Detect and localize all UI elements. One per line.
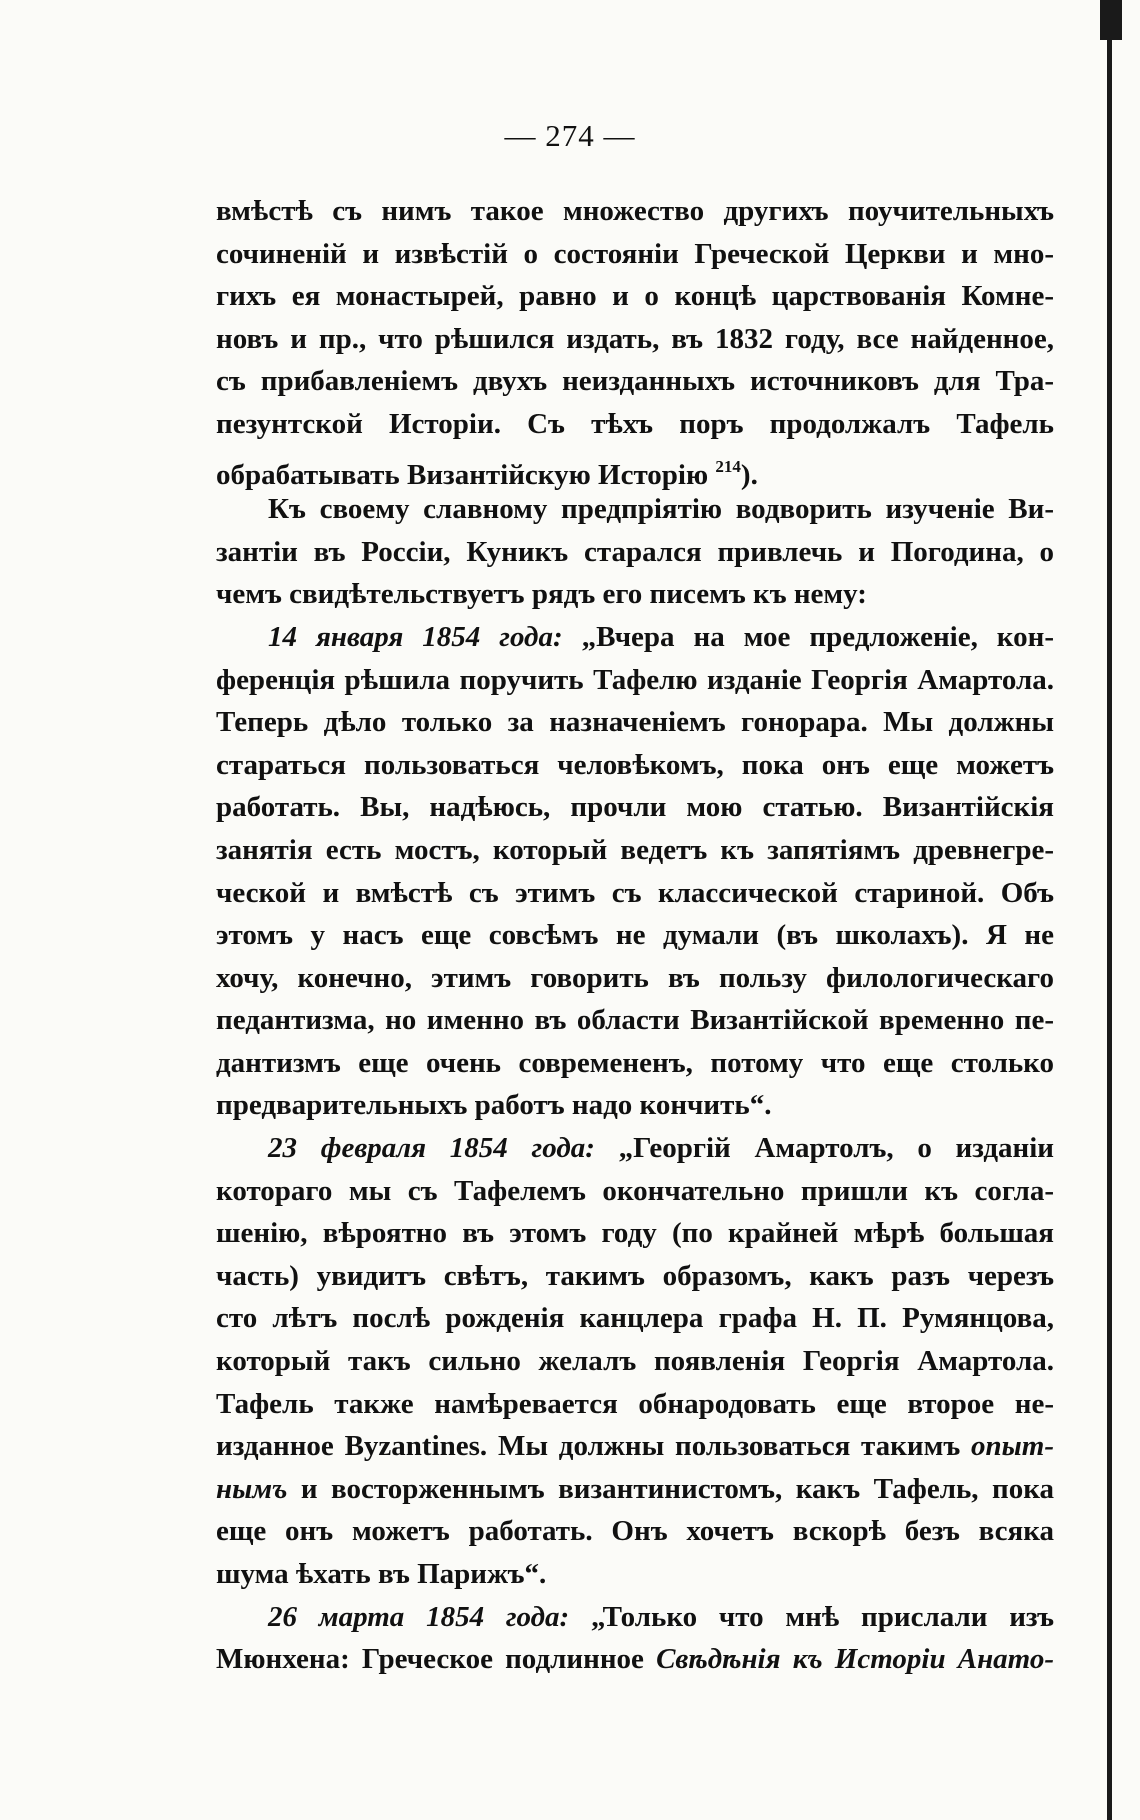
text-segment: изданное Byzantines. Мы должны пользоваться такимъ: [216, 1430, 961, 1463]
page-edge-line: [1107, 0, 1112, 1820]
text-line: [216, 1638, 1054, 1681]
letter-date: 26 марта 1854 года:: [268, 1600, 570, 1633]
text-line: чемъ свидѣтельствуетъ рядъ его писемъ къ нему:: [216, 578, 867, 611]
text-segment: „Георгій Амартолъ, о изданіи: [618, 1132, 1055, 1165]
text-line: гихъ ея монастырей, равно и о концѣ царствованія Комне-: [216, 280, 1054, 313]
text-line: ческой и вмѣстѣ съ этимъ съ классической стариной. Объ: [216, 876, 1054, 909]
italic-text: опыт-: [971, 1430, 1055, 1463]
text-line: часть) увидитъ свѣтъ, такимъ образомъ, какъ разъ черезъ: [216, 1259, 1054, 1292]
text-line: предварительныхъ работъ надо кончить“.: [216, 1089, 772, 1122]
text-line: этомъ у насъ еще совсѣмъ не думали (въ школахъ). Я не: [216, 919, 1054, 952]
italic-text: Свѣдѣнія къ Исторіи Анато-: [656, 1643, 1055, 1676]
text-line: дантизмъ еще очень современенъ, потому что еще столько: [216, 1046, 1054, 1079]
text-segment: „Вчера на мое предложеніе, кон-: [581, 620, 1054, 653]
text-segment: „Только что мнѣ прислали изъ: [590, 1600, 1054, 1633]
text-line: сочиненій и извѣстій о состояніи Греческой Церкви и мно-: [216, 237, 1054, 270]
text-line: пезунтской Исторіи. Съ тѣхъ поръ продолжалъ Тафель: [216, 407, 1054, 440]
footnote-ref: 214: [715, 456, 741, 476]
text-segment: ).: [740, 458, 758, 491]
text-line: Теперь дѣло только за назначеніемъ гонорара. Мы должны: [216, 706, 1054, 739]
text-line: [216, 1468, 1054, 1511]
text-line: который такъ сильно желалъ появленія Георгія Амартола.: [216, 1345, 1054, 1378]
text-line: Тафель также намѣревается обнародовать еще второе не-: [216, 1387, 1054, 1420]
text-line: новъ и пр., что рѣшился издать, въ 1832 году, все найденное,: [216, 322, 1054, 355]
text-line: съ прибавленіемъ двухъ неизданныхъ источниковъ для Тра-: [216, 365, 1054, 398]
body-text: [216, 190, 1054, 1681]
text-line: Къ своему славному предпріятію водворить изученіе Ви-: [268, 493, 1054, 526]
letter-date: 23 февраля 1854 года:: [268, 1132, 595, 1165]
text-line: шума ѣхать въ Парижъ“.: [216, 1558, 547, 1590]
text-line: котораго мы съ Тафелемъ окончательно пришли къ согла-: [216, 1174, 1054, 1207]
text-line: стараться пользоваться человѣкомъ, пока онъ еще можетъ: [216, 748, 1054, 781]
text-line: [216, 1425, 1054, 1468]
text-line: ференція рѣшила поручить Тафелю изданіе Георгія Амартола.: [216, 663, 1054, 696]
text-line: [216, 1596, 1054, 1639]
italic-text: нымъ: [216, 1472, 288, 1505]
letter-date: 14 января 1854 года:: [268, 620, 563, 653]
text-segment: и восторженнымъ византинистомъ, какъ Тафель, пока: [300, 1472, 1055, 1505]
page-number: — 274 —: [504, 118, 636, 153]
text-line: [216, 1127, 1054, 1170]
text-line: еще онъ можетъ работать. Онъ хочетъ вскорѣ безъ всяка: [216, 1515, 1054, 1548]
text-line: хочу, конечно, этимъ говорить въ пользу филологическаго: [216, 961, 1054, 994]
text-line: работать. Вы, надѣюсь, прочли мою статью. Византійскія: [216, 791, 1054, 824]
text-line: вмѣстѣ съ нимъ такое множество другихъ поучительныхъ: [216, 195, 1054, 227]
text-segment: обрабатывать Византійскую Исторію: [216, 458, 709, 491]
text-line: шенію, вѣроятно въ этомъ году (по крайней мѣрѣ большая: [216, 1217, 1054, 1250]
text-line: сто лѣтъ послѣ рожденія канцлера графа Н. П. Румянцова,: [216, 1302, 1054, 1335]
text-line: [216, 446, 1054, 489]
text-line: занятія есть мостъ, который ведетъ къ запятіямъ древнегре-: [216, 833, 1054, 866]
text-line: зантіи въ Россіи, Куникъ старался привлечь и Погодина, о: [216, 535, 1054, 568]
text-line: педантизма, но именно въ области Византійской временно пе-: [216, 1004, 1054, 1037]
text-segment: Мюнхена: Греческое подлинное: [216, 1643, 644, 1676]
text-line: [216, 616, 1054, 659]
